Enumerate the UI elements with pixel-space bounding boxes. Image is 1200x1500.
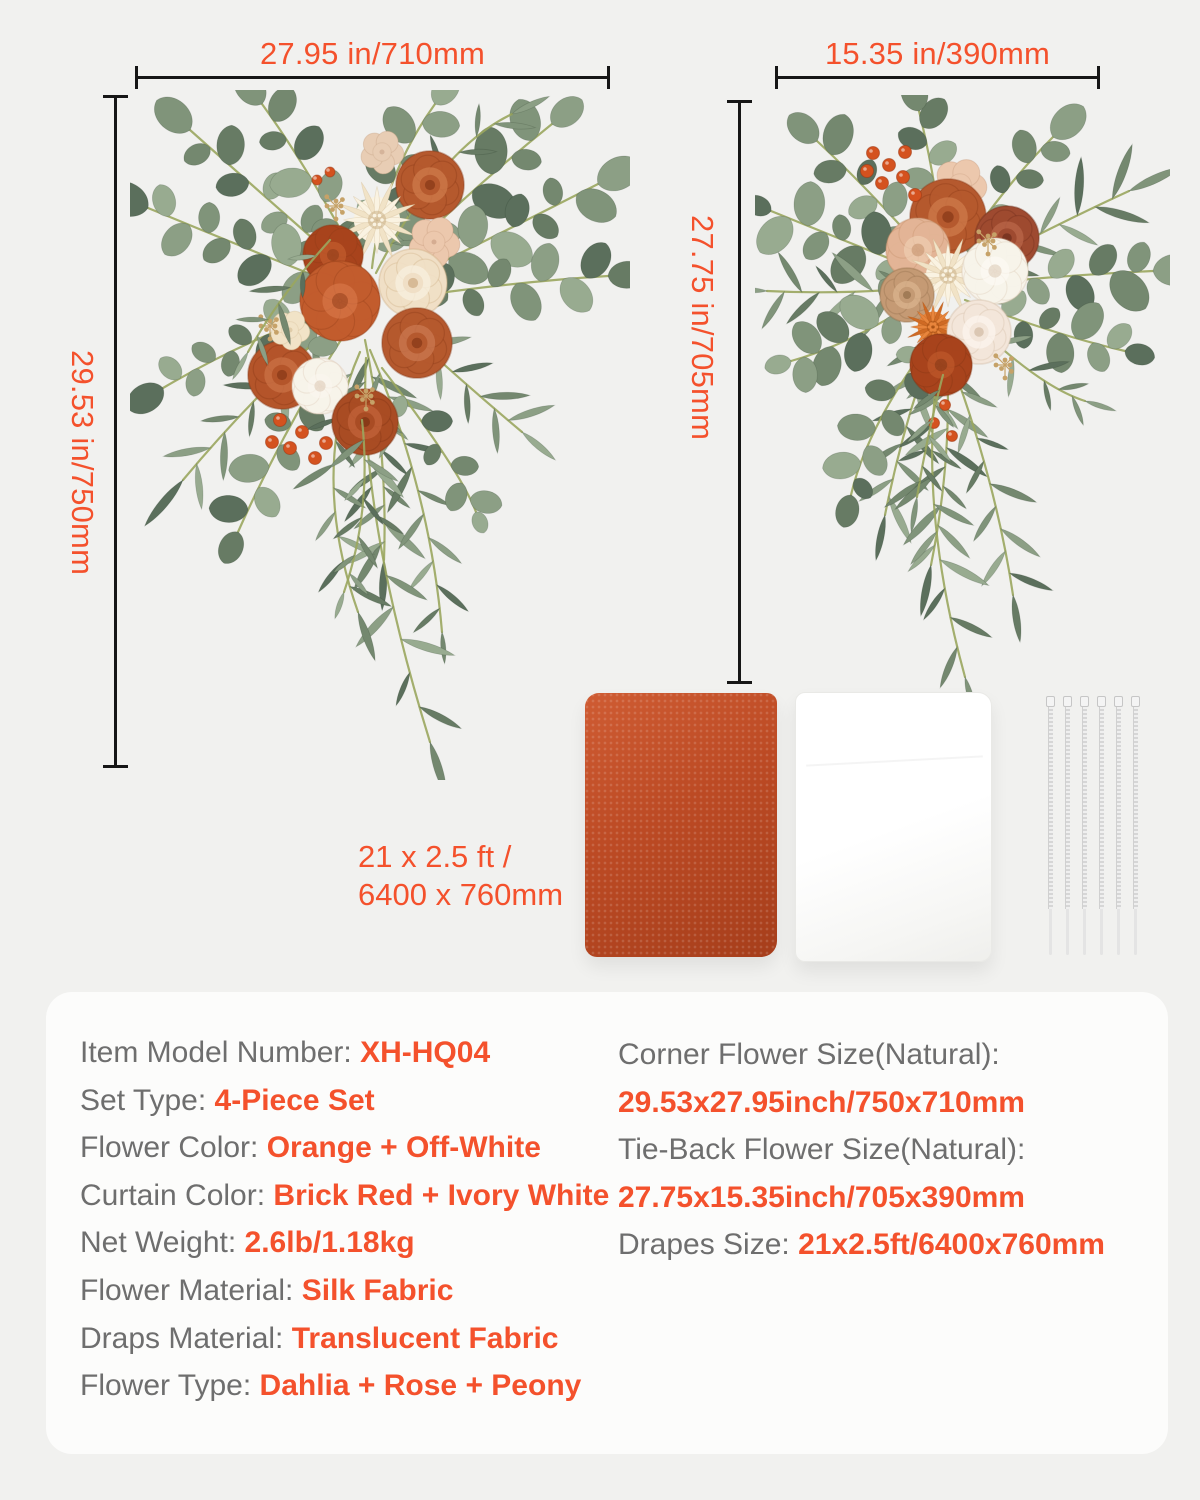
spec-corner-flower-size-label: Corner Flower Size(Natural): [618, 1038, 1000, 1071]
zip-tie [1096, 696, 1107, 958]
spec-net-weight: Net Weight: 2.6lb/1.18kg [80, 1226, 415, 1260]
spec-column-left [80, 1029, 609, 1410]
spec-corner-flower-size-value: 29.53x27.95inch/750x710mm [618, 1085, 1025, 1119]
drape-size-line1: 21 x 2.5 ft / [358, 839, 512, 874]
drape-size-label [358, 838, 563, 914]
zip-tie [1113, 696, 1124, 958]
zip-ties-photo [1045, 696, 1145, 960]
spec-flower-color: Flower Color: Orange + Off-White [80, 1131, 541, 1165]
ivory-white-drape-photo [795, 692, 992, 962]
spec-tieback-flower-size-label: Tie-Back Flower Size(Natural): [618, 1133, 1026, 1167]
zip-tie [1130, 696, 1141, 958]
spec-set-type: Set Type: 4-Piece Set [80, 1083, 375, 1117]
spec-drapes-size: Drapes Size: 21x2.5ft/6400x760mm [618, 1228, 1105, 1262]
brick-red-drape-photo [585, 693, 777, 957]
spec-flower-type: Flower Type: Dahlia + Rose + Peony [80, 1369, 582, 1403]
spec-tieback-flower-size-value: 27.75x15.35inch/705x390mm [618, 1180, 1025, 1214]
spec-draps-material: Draps Material: Translucent Fabric [80, 1321, 559, 1355]
zip-tie [1045, 696, 1056, 958]
corner-flower-swag-photo [130, 90, 630, 780]
tieback-width-dimension-line [775, 76, 1100, 79]
tieback-height-dimension-line [738, 100, 741, 684]
corner-height-dimension-label: 29.53 in/750mm [65, 350, 100, 576]
corner-width-dimension-label: 27.95 in/710mm [259, 36, 486, 71]
spec-curtain-color: Curtain Color: Brick Red + Ivory White [80, 1178, 610, 1212]
spec-column-right [618, 1031, 1105, 1269]
zip-tie [1079, 696, 1090, 958]
tieback-height-dimension-label: 27.75 in/705mm [685, 215, 720, 441]
corner-height-dimension-line [114, 95, 117, 768]
corner-width-dimension-line [135, 76, 610, 79]
tieback-flower-swag-photo [755, 95, 1170, 705]
tieback-width-dimension-label: 15.35 in/390mm [824, 36, 1051, 71]
drape-size-line2: 6400 x 760mm [358, 877, 564, 912]
zip-tie [1062, 696, 1073, 958]
spec-item-model-number: Item Model Number: XH-HQ04 [80, 1036, 491, 1069]
spec-flower-material: Flower Material: Silk Fabric [80, 1273, 454, 1307]
